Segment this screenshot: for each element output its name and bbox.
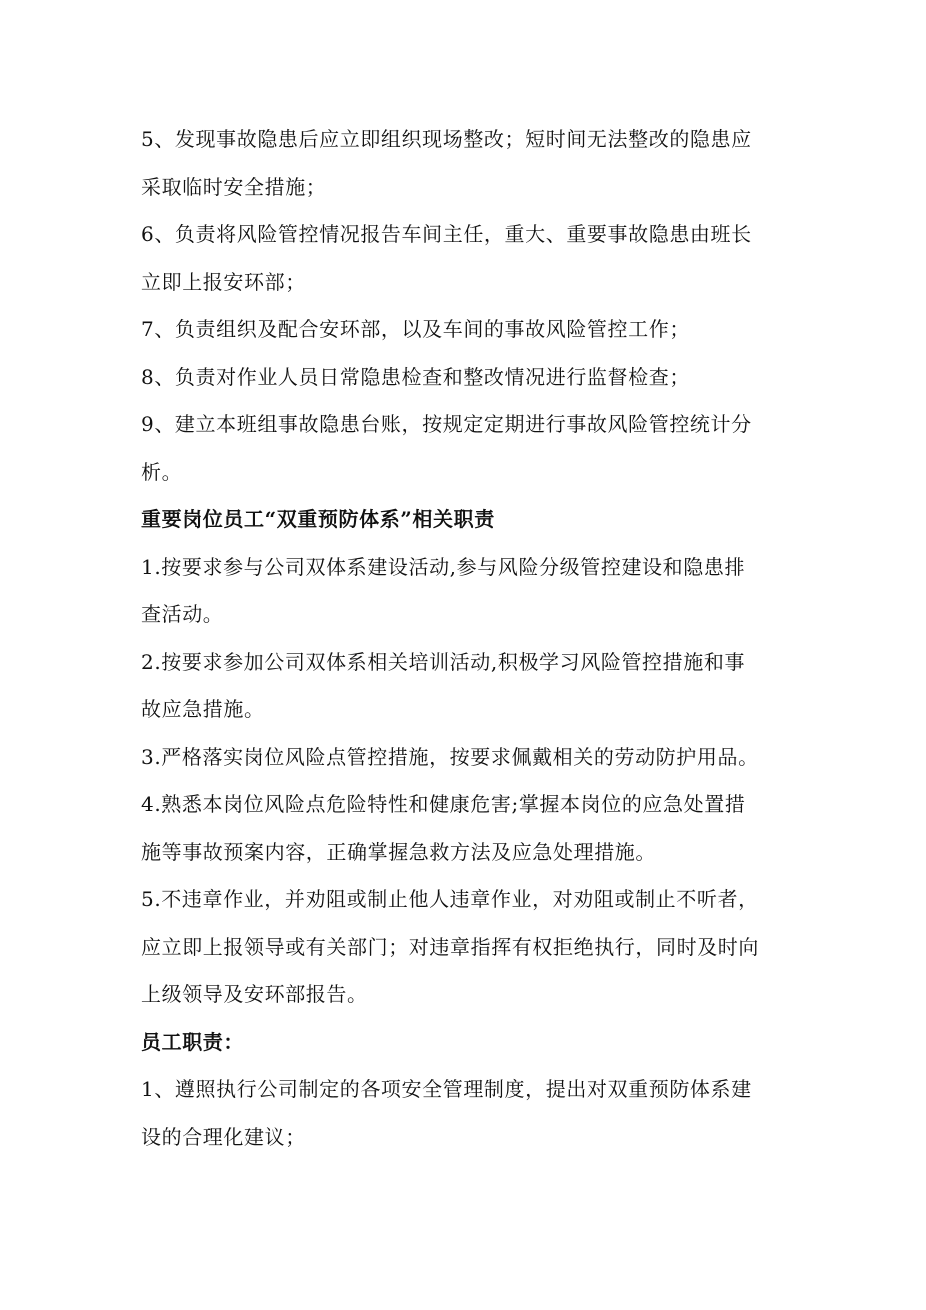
text-line: 7、负责组织及配合安环部，以及车间的事故风险管控工作； [141, 317, 690, 341]
text-line: 设的合理化建议； [141, 1124, 306, 1149]
text-line: 3.严格落实岗位风险点管控措施，按要求佩戴相关的劳动防护用品。 [141, 744, 759, 769]
text-line: 6、负责将风险管控情况报告车间主任，重大、重要事故隐患由班长 [141, 222, 752, 246]
text-line: 9、建立本班组事故隐患台账，按规定定期进行事故风险管控统计分 [141, 412, 752, 436]
text-line: 施等事故预案内容，正确掌握急救方法及应急处理措施。 [141, 839, 656, 864]
text-line: 应立即上报领导或有关部门；对违章指挥有权拒绝执行，同时及时向 [141, 934, 759, 959]
text-line: 上级领导及安环部报告。 [141, 982, 368, 1006]
text-line: 析。 [141, 459, 183, 484]
text-line: 故应急措施。 [141, 697, 265, 721]
section-heading-employee-duties: 员工职责： [141, 1029, 244, 1054]
text-line: 5.不违章作业，并劝阻或制止他人违章作业，对劝阻或制止不听者， [141, 887, 759, 911]
text-line: 立即上报安环部； [141, 269, 306, 294]
text-line: 1、遵照执行公司制定的各项安全管理制度，提出对双重预防体系建 [141, 1077, 752, 1101]
text-line: 1.按要求参与公司双体系建设活动,参与风险分级管控建设和隐患排 [141, 554, 746, 579]
text-line: 4.熟悉本岗位风险点危险特性和健康危害;掌握本岗位的应急处置措 [141, 792, 746, 816]
text-line: 5、发现事故隐患后应立即组织现场整改；短时间无法整改的隐患应 [141, 127, 752, 151]
text-line: 8、负责对作业人员日常隐患检查和整改情况进行监督检查； [141, 364, 690, 389]
text-line: 2.按要求参加公司双体系相关培训活动,积极学习风险管控措施和事 [141, 649, 746, 674]
text-line: 采取临时安全措施； [141, 174, 327, 199]
section-heading-key-positions: 重要岗位员工“双重预防体系”相关职责 [141, 507, 495, 531]
text-line: 查活动。 [141, 602, 224, 626]
document-body [141, 116, 801, 1161]
